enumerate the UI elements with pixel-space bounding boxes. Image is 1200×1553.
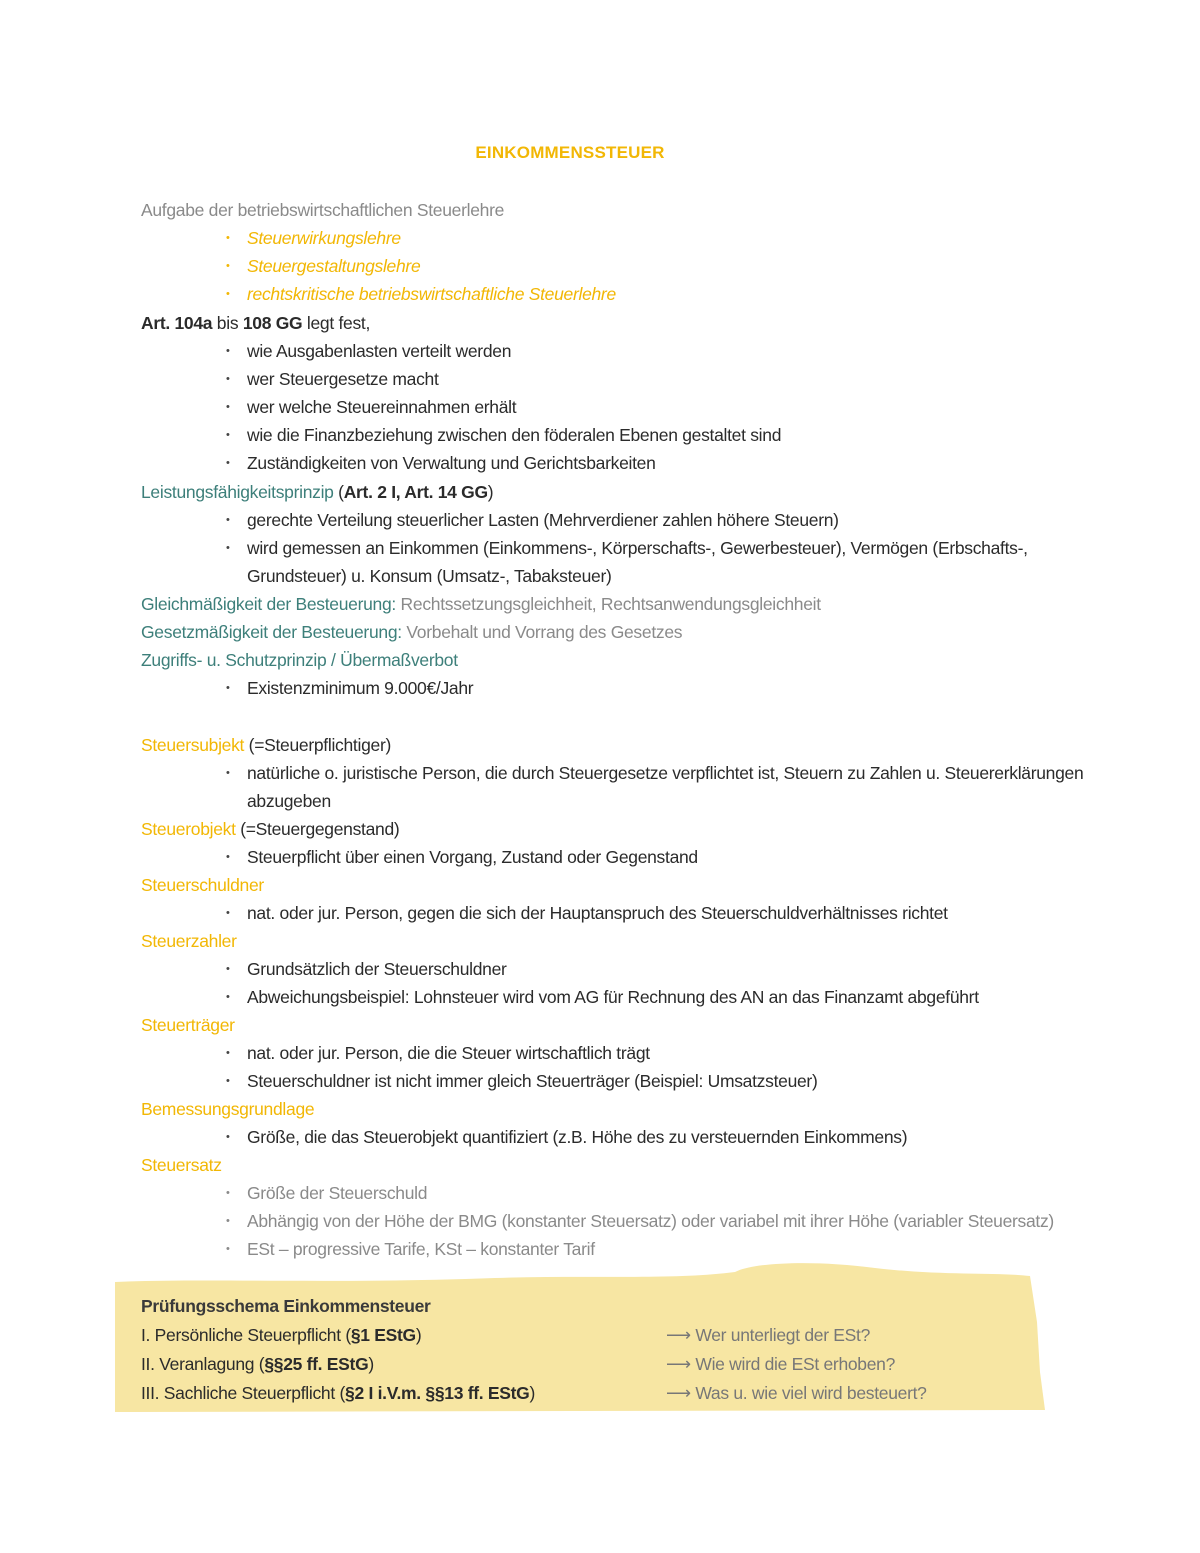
art-ref-2: 108 GG — [242, 313, 303, 333]
schema-question: ⟶ Wer unterliegt der ESt? — [666, 1325, 871, 1345]
art-mid: bis — [212, 313, 243, 333]
art-line — [141, 311, 370, 335]
bullet-icon: • — [226, 851, 230, 863]
bullet-icon: • — [226, 682, 230, 694]
art-item: wer welche Steuereinnahmen erhält — [247, 397, 517, 417]
bullet-icon: • — [226, 991, 230, 1003]
lfp-line — [141, 480, 493, 504]
zahler-item: Abweichungsbeispiel: Lohnsteuer wird vom AG für Rechnung des AN an das Finanzamt abgeführt — [247, 987, 979, 1007]
lfp-close: ) — [487, 482, 494, 502]
objekt-label: Steuerobjekt — [141, 819, 236, 839]
gesetz-line — [141, 620, 682, 644]
gleich-label: Gleichmäßigkeit der Besteuerung: — [141, 594, 396, 614]
art-tail: legt fest, — [302, 313, 371, 333]
bullet-icon: • — [226, 1075, 230, 1087]
schema-question: ⟶ Wie wird die ESt erhoben? — [666, 1354, 896, 1374]
bullet-icon: • — [226, 1215, 230, 1227]
schema-row — [141, 1381, 535, 1405]
objekt-line — [141, 817, 399, 841]
schema-row-post: ) — [415, 1325, 422, 1345]
bullet-icon: • — [226, 963, 230, 975]
document-title: EINKOMMENSSTEUER — [475, 143, 665, 162]
gleich-line — [141, 592, 821, 616]
satz-item: ESt – progressive Tarife, KSt – konstanter Tarif — [247, 1239, 595, 1259]
schema-row — [141, 1352, 374, 1376]
aufgabe-item: Steuergestaltungslehre — [247, 256, 421, 276]
schema-row-pre: II. Veranlagung ( — [141, 1354, 265, 1374]
bullet-icon: • — [226, 542, 230, 554]
schema-row-post: ) — [529, 1383, 536, 1403]
objekt-def: (=Steuergegenstand) — [235, 819, 400, 839]
traeger-item: Steuerschuldner ist nicht immer gleich Steuerträger (Beispiel: Umsatzsteuer) — [247, 1071, 818, 1091]
aufgabe-heading: Aufgabe der betriebswirtschaftlichen Steuerlehre — [141, 200, 505, 220]
traeger-item: nat. oder jur. Person, die die Steuer wirtschaftlich trägt — [247, 1043, 650, 1063]
schema-row-pre: I. Persönliche Steuerpflicht ( — [141, 1325, 351, 1345]
schema-row — [141, 1323, 421, 1347]
bullet-icon: • — [226, 1187, 230, 1199]
gleich-text: Rechtssetzungsgleichheit, Rechtsanwendungsgleichheit — [395, 594, 821, 614]
bullet-icon: • — [226, 1047, 230, 1059]
schema-row-ref: §2 I i.V.m. §§13 ff. EStG — [345, 1383, 530, 1403]
art-item: wie Ausgabenlasten verteilt werden — [247, 341, 512, 361]
lfp-item-cont: Grundsteuer) u. Konsum (Umsatz-, Tabaksteuer) — [247, 566, 612, 586]
bullet-icon: • — [226, 373, 230, 385]
bullet-icon: • — [226, 457, 230, 469]
traeger-label: Steuerträger — [141, 1015, 235, 1035]
bullet-icon: • — [226, 514, 230, 526]
schema-row-post: ) — [368, 1354, 374, 1374]
lfp-ref: Art. 2 I, Art. 14 GG — [343, 482, 488, 502]
lfp-item: wird gemessen an Einkommen (Einkommens-, Körperschafts-, Gewerbesteuer), Vermögen (Erbschafts-, — [247, 538, 1028, 558]
objekt-item: Steuerpflicht über einen Vorgang, Zustand oder Gegenstand — [247, 847, 698, 867]
bullet-icon: • — [226, 288, 230, 300]
schuldner-label: Steuerschuldner — [141, 875, 264, 895]
subjekt-def: (=Steuerpflichtiger) — [244, 735, 392, 755]
schuldner-item: nat. oder jur. Person, gegen die sich der Hauptanspruch des Steuerschuldverhältnisses richtet — [247, 903, 948, 923]
satz-label: Steuersatz — [141, 1155, 222, 1175]
schema-row-pre: III. Sachliche Steuerpflicht ( — [141, 1383, 346, 1403]
bullet-icon: • — [226, 401, 230, 413]
schema-row-ref: §§25 ff. EStG — [264, 1354, 369, 1374]
bullet-icon: • — [226, 1131, 230, 1143]
bullet-icon: • — [226, 907, 230, 919]
bullet-icon: • — [226, 260, 230, 272]
aufgabe-item: Steuerwirkungslehre — [247, 228, 401, 248]
schema-question: ⟶ Was u. wie viel wird besteuert? — [666, 1383, 927, 1403]
subjekt-item: natürliche o. juristische Person, die durch Steuergesetze verpflichtet ist, Steuern zu Zahlen u. Steuererklärungen — [247, 763, 1084, 783]
schema-title: Prüfungsschema Einkommensteuer — [141, 1296, 431, 1316]
bullet-icon: • — [226, 429, 230, 441]
subjekt-label: Steuersubjekt — [141, 735, 245, 755]
zugriff-label: Zugriffs- u. Schutzprinzip / Übermaßverbot — [141, 650, 458, 670]
bullet-icon: • — [226, 767, 230, 779]
satz-item: Größe der Steuerschuld — [247, 1183, 428, 1203]
bmg-item: Größe, die das Steuerobjekt quantifiziert (z.B. Höhe des zu versteuernden Einkommens) — [247, 1127, 908, 1147]
gesetz-label: Gesetzmäßigkeit der Besteuerung: — [141, 622, 402, 642]
bmg-label: Bemessungsgrundlage — [141, 1099, 315, 1119]
gesetz-text: Vorbehalt und Vorrang des Gesetzes — [401, 622, 683, 642]
bullet-icon: • — [226, 232, 230, 244]
lfp-label: Leistungsfähigkeitsprinzip — [141, 482, 334, 502]
lfp-open: ( — [333, 482, 344, 502]
zahler-label: Steuerzahler — [141, 931, 237, 951]
art-ref-1: Art. 104a — [141, 313, 213, 333]
art-item: wer Steuergesetze macht — [247, 369, 439, 389]
bullet-icon: • — [226, 345, 230, 357]
art-item: wie die Finanzbeziehung zwischen den föderalen Ebenen gestaltet sind — [247, 425, 782, 445]
schema-row-ref: §1 EStG — [350, 1325, 416, 1345]
zahler-item: Grundsätzlich der Steuerschuldner — [247, 959, 507, 979]
subjekt-item-cont: abzugeben — [247, 791, 331, 811]
lfp-item: gerechte Verteilung steuerlicher Lasten (Mehrverdiener zahlen höhere Steuern) — [247, 510, 839, 530]
zugriff-item: Existenzminimum 9.000€/Jahr — [247, 678, 474, 698]
satz-item: Abhängig von der Höhe der BMG (konstanter Steuersatz) oder variabel mit ihrer Höhe (variabler Steuersatz) — [247, 1211, 1054, 1231]
art-item: Zuständigkeiten von Verwaltung und Gerichtsbarkeiten — [247, 453, 656, 473]
bullet-icon: • — [226, 1243, 230, 1255]
aufgabe-item: rechtskritische betriebswirtschaftliche Steuerlehre — [247, 284, 616, 304]
subjekt-line — [141, 733, 391, 757]
